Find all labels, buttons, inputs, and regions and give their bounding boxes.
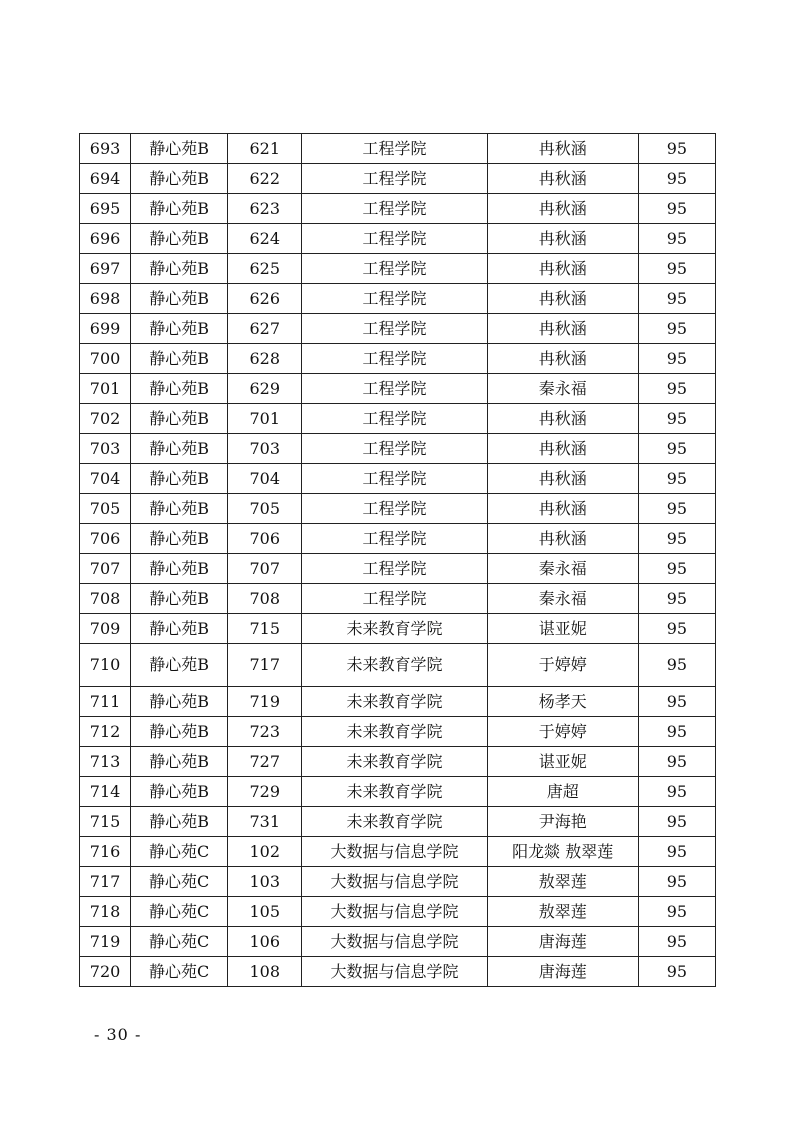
table-row: [80, 957, 716, 987]
college-cell: 工程学院: [302, 464, 487, 494]
score-cell: 95: [638, 314, 715, 344]
score-cell: 95: [638, 837, 715, 867]
row-number-cell: 696: [80, 224, 131, 254]
person-in-charge-cell: 于婷婷: [487, 644, 638, 687]
room-number-cell: 105: [228, 897, 302, 927]
room-number-cell: 629: [228, 374, 302, 404]
table-row: [80, 807, 716, 837]
table-row: [80, 717, 716, 747]
college-cell: 大数据与信息学院: [302, 927, 487, 957]
college-cell: 未来教育学院: [302, 644, 487, 687]
score-cell: 95: [638, 807, 715, 837]
college-cell: 工程学院: [302, 554, 487, 584]
room-number-cell: 623: [228, 194, 302, 224]
table-row: [80, 464, 716, 494]
person-in-charge-cell: 唐海莲: [487, 957, 638, 987]
person-in-charge-cell: 冉秋涵: [487, 254, 638, 284]
person-in-charge-cell: 秦永福: [487, 374, 638, 404]
building-cell: 静心苑B: [131, 284, 228, 314]
table-row: [80, 134, 716, 164]
building-cell: 静心苑B: [131, 164, 228, 194]
score-cell: 95: [638, 777, 715, 807]
score-cell: 95: [638, 284, 715, 314]
person-in-charge-cell: 于婷婷: [487, 717, 638, 747]
person-in-charge-cell: 冉秋涵: [487, 494, 638, 524]
college-cell: 工程学院: [302, 344, 487, 374]
score-cell: 95: [638, 344, 715, 374]
room-number-cell: 106: [228, 927, 302, 957]
room-number-cell: 708: [228, 584, 302, 614]
score-cell: 95: [638, 494, 715, 524]
score-cell: 95: [638, 404, 715, 434]
person-in-charge-cell: 敖翠莲: [487, 897, 638, 927]
college-cell: 工程学院: [302, 254, 487, 284]
score-cell: 95: [638, 644, 715, 687]
row-number-cell: 707: [80, 554, 131, 584]
room-number-cell: 719: [228, 687, 302, 717]
row-number-cell: 719: [80, 927, 131, 957]
college-cell: 工程学院: [302, 524, 487, 554]
building-cell: 静心苑B: [131, 584, 228, 614]
score-cell: 95: [638, 434, 715, 464]
table-row: [80, 584, 716, 614]
college-cell: 未来教育学院: [302, 777, 487, 807]
room-number-cell: 102: [228, 837, 302, 867]
college-cell: 工程学院: [302, 164, 487, 194]
person-in-charge-cell: 冉秋涵: [487, 164, 638, 194]
row-number-cell: 697: [80, 254, 131, 284]
building-cell: 静心苑B: [131, 687, 228, 717]
score-cell: 95: [638, 554, 715, 584]
room-number-cell: 628: [228, 344, 302, 374]
room-number-cell: 706: [228, 524, 302, 554]
college-cell: 工程学院: [302, 224, 487, 254]
college-cell: 工程学院: [302, 284, 487, 314]
building-cell: 静心苑B: [131, 344, 228, 374]
table-row: [80, 687, 716, 717]
person-in-charge-cell: 秦永福: [487, 584, 638, 614]
college-cell: 未来教育学院: [302, 614, 487, 644]
college-cell: 未来教育学院: [302, 717, 487, 747]
college-cell: 大数据与信息学院: [302, 957, 487, 987]
room-number-cell: 624: [228, 224, 302, 254]
row-number-cell: 699: [80, 314, 131, 344]
person-in-charge-cell: 冉秋涵: [487, 194, 638, 224]
room-number-cell: 727: [228, 747, 302, 777]
score-cell: 95: [638, 897, 715, 927]
table-row: [80, 554, 716, 584]
college-cell: 大数据与信息学院: [302, 897, 487, 927]
building-cell: 静心苑B: [131, 194, 228, 224]
row-number-cell: 698: [80, 284, 131, 314]
building-cell: 静心苑B: [131, 494, 228, 524]
person-in-charge-cell: 谌亚妮: [487, 747, 638, 777]
building-cell: 静心苑B: [131, 524, 228, 554]
table-row: [80, 837, 716, 867]
row-number-cell: 708: [80, 584, 131, 614]
college-cell: 工程学院: [302, 194, 487, 224]
row-number-cell: 716: [80, 837, 131, 867]
row-number-cell: 705: [80, 494, 131, 524]
building-cell: 静心苑C: [131, 927, 228, 957]
building-cell: 静心苑B: [131, 404, 228, 434]
college-cell: 工程学院: [302, 404, 487, 434]
score-cell: 95: [638, 717, 715, 747]
college-cell: 工程学院: [302, 314, 487, 344]
row-number-cell: 709: [80, 614, 131, 644]
building-cell: 静心苑B: [131, 554, 228, 584]
table-row: [80, 434, 716, 464]
score-cell: 95: [638, 957, 715, 987]
table-row: [80, 644, 716, 687]
building-cell: 静心苑B: [131, 374, 228, 404]
room-number-cell: 704: [228, 464, 302, 494]
row-number-cell: 720: [80, 957, 131, 987]
score-cell: 95: [638, 927, 715, 957]
score-cell: 95: [638, 134, 715, 164]
college-cell: 未来教育学院: [302, 687, 487, 717]
table-row: [80, 777, 716, 807]
college-cell: 未来教育学院: [302, 747, 487, 777]
score-cell: 95: [638, 224, 715, 254]
table-row: [80, 224, 716, 254]
row-number-cell: 703: [80, 434, 131, 464]
room-number-cell: 622: [228, 164, 302, 194]
person-in-charge-cell: 冉秋涵: [487, 434, 638, 464]
person-in-charge-cell: 谌亚妮: [487, 614, 638, 644]
person-in-charge-cell: 尹海艳: [487, 807, 638, 837]
row-number-cell: 711: [80, 687, 131, 717]
person-in-charge-cell: 冉秋涵: [487, 464, 638, 494]
building-cell: 静心苑B: [131, 434, 228, 464]
room-number-cell: 707: [228, 554, 302, 584]
building-cell: 静心苑B: [131, 614, 228, 644]
table-body: [80, 134, 716, 987]
table-row: [80, 254, 716, 284]
row-number-cell: 694: [80, 164, 131, 194]
score-cell: 95: [638, 194, 715, 224]
row-number-cell: 700: [80, 344, 131, 374]
score-cell: 95: [638, 687, 715, 717]
person-in-charge-cell: 冉秋涵: [487, 404, 638, 434]
table-row: [80, 404, 716, 434]
room-number-cell: 103: [228, 867, 302, 897]
table-row: [80, 164, 716, 194]
college-cell: 工程学院: [302, 434, 487, 464]
dormitory-score-table: [79, 133, 716, 987]
building-cell: 静心苑B: [131, 717, 228, 747]
score-cell: 95: [638, 584, 715, 614]
college-cell: 未来教育学院: [302, 807, 487, 837]
building-cell: 静心苑B: [131, 314, 228, 344]
room-number-cell: 723: [228, 717, 302, 747]
building-cell: 静心苑B: [131, 807, 228, 837]
row-number-cell: 717: [80, 867, 131, 897]
person-in-charge-cell: 敖翠莲: [487, 867, 638, 897]
room-number-cell: 715: [228, 614, 302, 644]
row-number-cell: 712: [80, 717, 131, 747]
table-row: [80, 614, 716, 644]
row-number-cell: 701: [80, 374, 131, 404]
room-number-cell: 717: [228, 644, 302, 687]
building-cell: 静心苑B: [131, 644, 228, 687]
person-in-charge-cell: 冉秋涵: [487, 524, 638, 554]
score-cell: 95: [638, 164, 715, 194]
room-number-cell: 703: [228, 434, 302, 464]
table-row: [80, 314, 716, 344]
score-cell: 95: [638, 524, 715, 554]
table-row: [80, 344, 716, 374]
room-number-cell: 626: [228, 284, 302, 314]
table-row: [80, 897, 716, 927]
score-cell: 95: [638, 464, 715, 494]
row-number-cell: 706: [80, 524, 131, 554]
room-number-cell: 108: [228, 957, 302, 987]
building-cell: 静心苑B: [131, 254, 228, 284]
building-cell: 静心苑B: [131, 464, 228, 494]
room-number-cell: 625: [228, 254, 302, 284]
building-cell: 静心苑B: [131, 134, 228, 164]
row-number-cell: 718: [80, 897, 131, 927]
room-number-cell: 627: [228, 314, 302, 344]
table-row: [80, 194, 716, 224]
table-row: [80, 867, 716, 897]
row-number-cell: 702: [80, 404, 131, 434]
table-row: [80, 494, 716, 524]
score-cell: 95: [638, 374, 715, 404]
college-cell: 大数据与信息学院: [302, 867, 487, 897]
person-in-charge-cell: 唐海莲: [487, 927, 638, 957]
row-number-cell: 693: [80, 134, 131, 164]
person-in-charge-cell: 冉秋涵: [487, 314, 638, 344]
college-cell: 工程学院: [302, 374, 487, 404]
row-number-cell: 704: [80, 464, 131, 494]
person-in-charge-cell: 冉秋涵: [487, 284, 638, 314]
row-number-cell: 695: [80, 194, 131, 224]
row-number-cell: 714: [80, 777, 131, 807]
person-in-charge-cell: 冉秋涵: [487, 134, 638, 164]
college-cell: 工程学院: [302, 494, 487, 524]
building-cell: 静心苑B: [131, 224, 228, 254]
room-number-cell: 705: [228, 494, 302, 524]
building-cell: 静心苑C: [131, 837, 228, 867]
person-in-charge-cell: 阳龙燚 敖翠莲: [487, 837, 638, 867]
score-cell: 95: [638, 867, 715, 897]
room-number-cell: 621: [228, 134, 302, 164]
person-in-charge-cell: 冉秋涵: [487, 224, 638, 254]
college-cell: 大数据与信息学院: [302, 837, 487, 867]
row-number-cell: 710: [80, 644, 131, 687]
table-row: [80, 524, 716, 554]
person-in-charge-cell: 秦永福: [487, 554, 638, 584]
building-cell: 静心苑B: [131, 747, 228, 777]
room-number-cell: 701: [228, 404, 302, 434]
college-cell: 工程学院: [302, 584, 487, 614]
table-row: [80, 284, 716, 314]
table-row: [80, 927, 716, 957]
score-cell: 95: [638, 614, 715, 644]
person-in-charge-cell: 冉秋涵: [487, 344, 638, 374]
person-in-charge-cell: 唐超: [487, 777, 638, 807]
building-cell: 静心苑C: [131, 957, 228, 987]
college-cell: 工程学院: [302, 134, 487, 164]
score-cell: 95: [638, 747, 715, 777]
person-in-charge-cell: 杨孝天: [487, 687, 638, 717]
row-number-cell: 713: [80, 747, 131, 777]
table-row: [80, 374, 716, 404]
table-row: [80, 747, 716, 777]
score-cell: 95: [638, 254, 715, 284]
building-cell: 静心苑C: [131, 897, 228, 927]
row-number-cell: 715: [80, 807, 131, 837]
room-number-cell: 731: [228, 807, 302, 837]
page-number: - 30 -: [94, 1025, 142, 1044]
building-cell: 静心苑C: [131, 867, 228, 897]
room-number-cell: 729: [228, 777, 302, 807]
building-cell: 静心苑B: [131, 777, 228, 807]
